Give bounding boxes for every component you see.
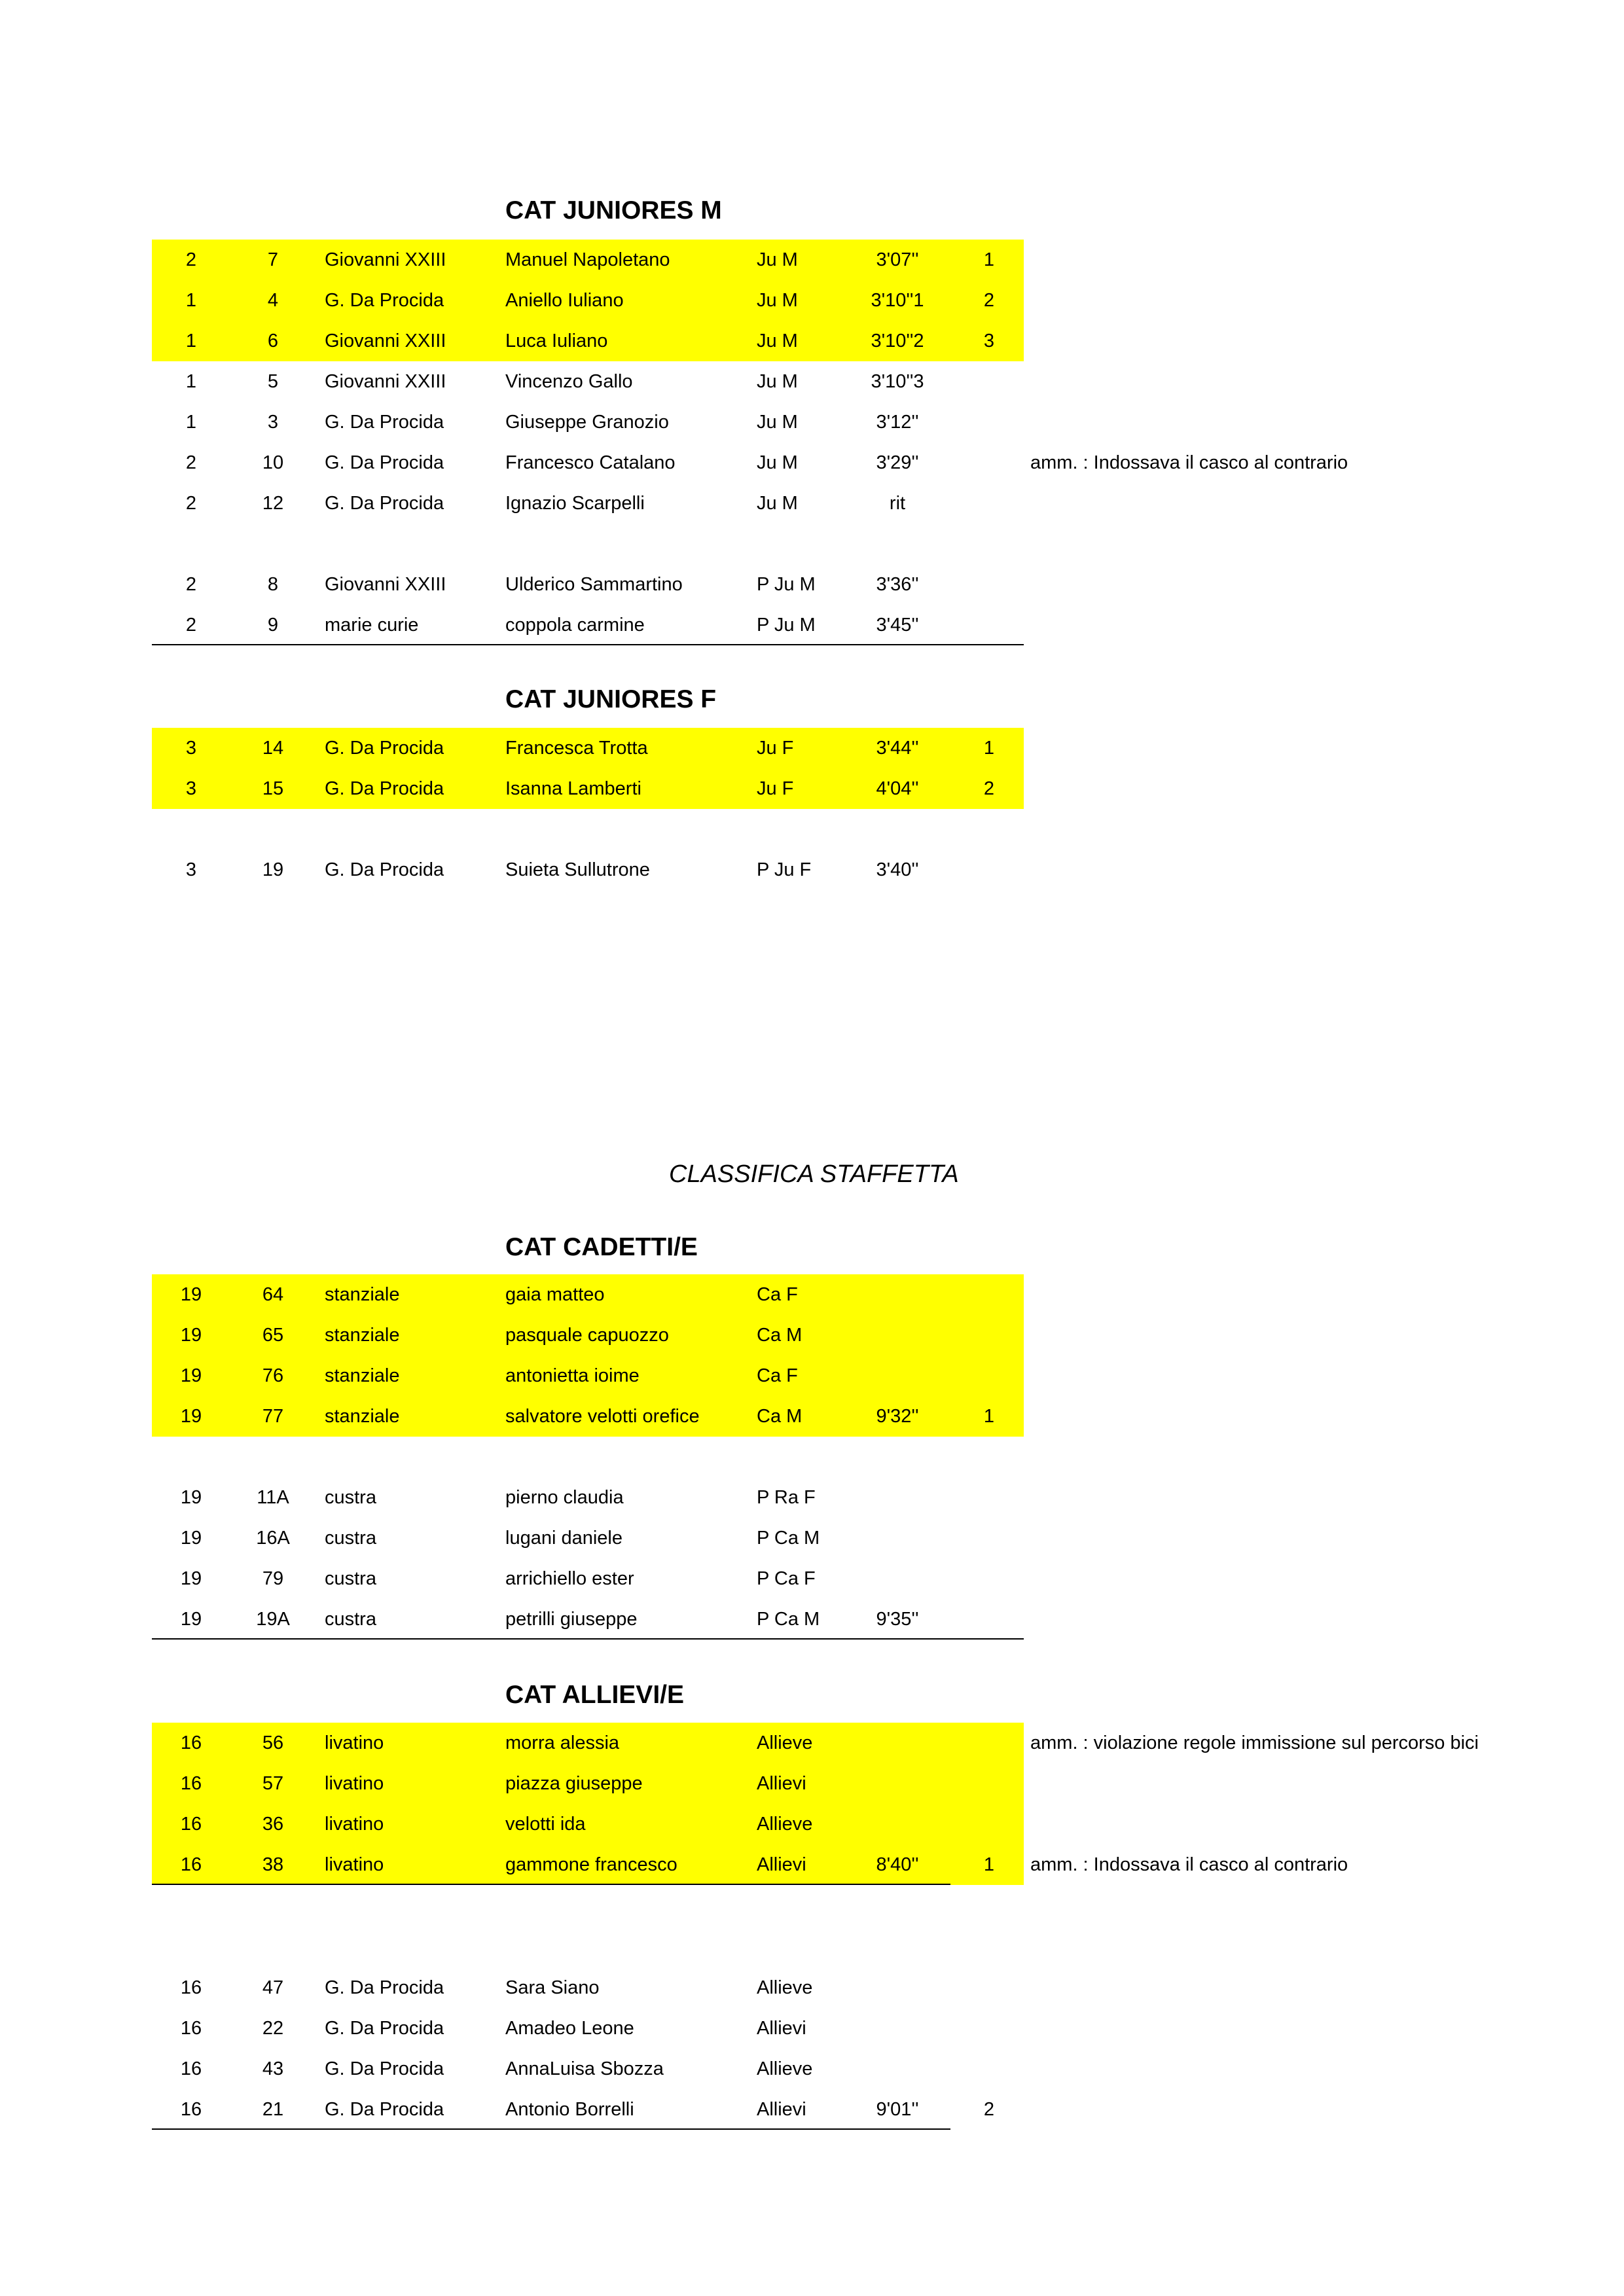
team-number: 1 <box>185 371 197 392</box>
athlete-name: salvatore velotti orefice <box>505 1406 700 1427</box>
category: Allieve <box>757 1977 813 1998</box>
team-number: 19 <box>180 1406 202 1427</box>
bib-number: 11A <box>257 1487 289 1508</box>
athlete-name: antonietta ioime <box>505 1365 640 1386</box>
category: Allievi <box>757 2099 806 2120</box>
bib-number: 16A <box>256 1528 290 1549</box>
category: P Ca M <box>757 1528 820 1549</box>
bib-number: 7 <box>267 249 279 270</box>
section-title: CAT ALLIEVI/E <box>505 1681 684 1709</box>
team-number: 1 <box>185 412 197 433</box>
table-row <box>152 2049 1024 2089</box>
table-row <box>152 1723 1479 1763</box>
team-number: 1 <box>185 331 197 351</box>
section-title: CAT CADETTI/E <box>505 1233 698 1261</box>
category: P Ca F <box>757 1568 816 1589</box>
team-number: 19 <box>180 1365 202 1386</box>
athlete-name: Suieta Sullutrone <box>505 859 650 880</box>
table-row <box>152 728 1024 768</box>
athlete-name: coppola carmine <box>505 615 645 636</box>
race-time: 3'40'' <box>876 859 919 880</box>
team-number: 19 <box>180 1568 202 1589</box>
category: Ju F <box>757 778 794 799</box>
athlete-name: Giuseppe Granozio <box>505 412 669 433</box>
table-row <box>152 2008 1024 2049</box>
race-time: 3'44'' <box>876 738 919 759</box>
team-number: 19 <box>180 1487 202 1508</box>
penalty-note: amm. : Indossava il casco al contrario <box>1030 1854 1348 1875</box>
athlete-name: Vincenzo Gallo <box>505 371 633 392</box>
bib-number: 47 <box>262 1977 284 1998</box>
bib-number: 6 <box>267 331 279 351</box>
bib-number: 19A <box>256 1609 290 1630</box>
table-row <box>152 1967 1024 2008</box>
school-name: stanziale <box>325 1406 400 1427</box>
school-name: Giovanni XXIII <box>325 574 446 595</box>
school-name: G. Da Procida <box>325 290 444 311</box>
bib-number: 38 <box>262 1854 284 1875</box>
bib-number: 57 <box>262 1773 284 1794</box>
athlete-name: Aniello Iuliano <box>505 290 624 311</box>
category: Ju M <box>757 412 798 433</box>
category: Allievi <box>757 2018 806 2039</box>
race-time: 3'29'' <box>876 452 919 473</box>
athlete-name: gammone francesco <box>505 1854 677 1875</box>
school-name: G. Da Procida <box>325 778 444 799</box>
bib-number: 79 <box>262 1568 284 1589</box>
athlete-name: Amadeo Leone <box>505 2018 634 2039</box>
school-name: livatino <box>325 1814 384 1835</box>
team-number: 16 <box>180 1814 202 1835</box>
team-number: 3 <box>185 778 197 799</box>
school-name: G. Da Procida <box>325 493 444 514</box>
table-row <box>152 1477 1024 1518</box>
rank: 3 <box>983 331 995 351</box>
team-number: 2 <box>185 615 197 636</box>
school-name: G. Da Procida <box>325 2058 444 2079</box>
table-row <box>152 483 1024 524</box>
bib-number: 12 <box>262 493 284 514</box>
category: P Ca M <box>757 1609 820 1630</box>
school-name: G. Da Procida <box>325 738 444 759</box>
school-name: custra <box>325 1487 376 1508</box>
bib-number: 5 <box>267 371 279 392</box>
school-name: livatino <box>325 1854 384 1875</box>
team-number: 1 <box>185 290 197 311</box>
athlete-name: Antonio Borrelli <box>505 2099 634 2120</box>
table-row <box>152 1804 1024 1844</box>
table-row <box>152 1558 1024 1599</box>
race-time: rit <box>889 493 906 514</box>
school-name: stanziale <box>325 1284 400 1305</box>
table-row <box>152 1396 1024 1437</box>
table-row <box>152 1844 1348 1885</box>
rank: 1 <box>983 1406 995 1427</box>
table-row <box>152 280 1024 321</box>
school-name: Giovanni XXIII <box>325 371 446 392</box>
category: Allieve <box>757 1814 813 1835</box>
table-row <box>152 850 1024 890</box>
school-name: custra <box>325 1568 376 1589</box>
bib-number: 8 <box>267 574 279 595</box>
bib-number: 15 <box>262 778 284 799</box>
table-row <box>152 1763 1024 1804</box>
category: Ju M <box>757 371 798 392</box>
rank: 1 <box>983 249 995 270</box>
race-time: 8'40'' <box>876 1854 919 1875</box>
school-name: marie curie <box>325 615 419 636</box>
bib-number: 56 <box>262 1732 284 1753</box>
table-row <box>152 442 1348 483</box>
penalty-note: amm. : Indossava il casco al contrario <box>1030 452 1348 473</box>
rank: 1 <box>983 1854 995 1875</box>
bib-number: 21 <box>262 2099 284 2120</box>
category: Ca F <box>757 1365 798 1386</box>
category: Allieve <box>757 1732 813 1753</box>
category: P Ju M <box>757 615 816 636</box>
school-name: G. Da Procida <box>325 1977 444 1998</box>
table-row <box>152 1518 1024 1558</box>
team-number: 19 <box>180 1284 202 1305</box>
school-name: G. Da Procida <box>325 452 444 473</box>
bib-number: 43 <box>262 2058 284 2079</box>
rank: 1 <box>983 738 995 759</box>
school-name: G. Da Procida <box>325 2099 444 2120</box>
race-time: 3'10''3 <box>871 371 924 392</box>
athlete-name: velotti ida <box>505 1814 586 1835</box>
athlete-name: Ulderico Sammartino <box>505 574 683 595</box>
team-number: 19 <box>180 1609 202 1630</box>
table-row <box>152 321 1024 361</box>
race-time: 9'35'' <box>876 1609 919 1630</box>
team-number: 2 <box>185 249 197 270</box>
team-number: 3 <box>185 738 197 759</box>
athlete-name: Ignazio Scarpelli <box>505 493 645 514</box>
category: Ju F <box>757 738 794 759</box>
athlete-name: Sara Siano <box>505 1977 600 1998</box>
athlete-name: arrichiello ester <box>505 1568 634 1589</box>
race-time: 3'07'' <box>876 249 919 270</box>
category: Allievi <box>757 1773 806 1794</box>
school-name: G. Da Procida <box>325 2018 444 2039</box>
category: Ca M <box>757 1325 803 1346</box>
category: Ju M <box>757 493 798 514</box>
school-name: custra <box>325 1528 376 1549</box>
category: P Ju M <box>757 574 816 595</box>
school-name: G. Da Procida <box>325 859 444 880</box>
race-time: 3'10''1 <box>871 290 924 311</box>
section-title: CAT JUNIORES M <box>505 196 722 224</box>
bib-number: 4 <box>267 290 279 311</box>
category: Ca M <box>757 1406 803 1427</box>
team-number: 16 <box>180 1773 202 1794</box>
penalty-note: amm. : violazione regole immissione sul percorso bici <box>1030 1732 1479 1753</box>
bib-number: 14 <box>262 738 284 759</box>
race-time: 3'12'' <box>876 412 919 433</box>
rank: 2 <box>983 290 995 311</box>
athlete-name: pasquale capuozzo <box>505 1325 669 1346</box>
table-row <box>152 768 1024 809</box>
team-number: 2 <box>185 493 197 514</box>
athlete-name: petrilli giuseppe <box>505 1609 638 1630</box>
table-row <box>152 1599 1024 1640</box>
athlete-name: Francesca Trotta <box>505 738 648 759</box>
race-time: 4'04'' <box>876 778 919 799</box>
race-time: 3'45'' <box>876 615 919 636</box>
school-name: stanziale <box>325 1325 400 1346</box>
category: Allievi <box>757 1854 806 1875</box>
school-name: Giovanni XXIII <box>325 249 446 270</box>
team-number: 16 <box>180 1854 202 1875</box>
table-row <box>152 1355 1024 1396</box>
table-row <box>152 605 1024 645</box>
table-row <box>152 1315 1024 1355</box>
category: P Ra F <box>757 1487 816 1508</box>
category: Ca F <box>757 1284 798 1305</box>
rank: 2 <box>983 778 995 799</box>
table-row <box>152 240 1024 280</box>
category: Ju M <box>757 452 798 473</box>
school-name: Giovanni XXIII <box>325 331 446 351</box>
athlete-name: AnnaLuisa Sbozza <box>505 2058 664 2079</box>
team-number: 2 <box>185 452 197 473</box>
relay-ranking-subtitle: CLASSIFICA STAFFETTA <box>669 1160 959 1188</box>
team-number: 16 <box>180 2058 202 2079</box>
bib-number: 22 <box>262 2018 284 2039</box>
bib-number: 64 <box>262 1284 284 1305</box>
team-number: 16 <box>180 2018 202 2039</box>
school-name: livatino <box>325 1732 384 1753</box>
table-row <box>152 2089 1024 2130</box>
table-row <box>152 361 1024 402</box>
category: Ju M <box>757 290 798 311</box>
section-title: CAT JUNIORES F <box>505 685 717 713</box>
bib-number: 10 <box>262 452 284 473</box>
school-name: custra <box>325 1609 376 1630</box>
category: Allieve <box>757 2058 813 2079</box>
race-time: 3'10''2 <box>871 331 924 351</box>
bib-number: 77 <box>262 1406 284 1427</box>
bib-number: 76 <box>262 1365 284 1386</box>
table-row <box>152 402 1024 442</box>
bib-number: 19 <box>262 859 284 880</box>
category: Ju M <box>757 249 798 270</box>
athlete-name: piazza giuseppe <box>505 1773 643 1794</box>
bib-number: 36 <box>262 1814 284 1835</box>
team-number: 16 <box>180 2099 202 2120</box>
athlete-name: Manuel Napoletano <box>505 249 670 270</box>
race-time: 3'36'' <box>876 574 919 595</box>
team-number: 2 <box>185 574 197 595</box>
bib-number: 9 <box>267 615 279 636</box>
rank: 2 <box>983 2099 995 2120</box>
athlete-name: Isanna Lamberti <box>505 778 641 799</box>
category: P Ju F <box>757 859 812 880</box>
bib-number: 3 <box>267 412 279 433</box>
category: Ju M <box>757 331 798 351</box>
team-number: 16 <box>180 1977 202 1998</box>
team-number: 19 <box>180 1325 202 1346</box>
athlete-name: lugani daniele <box>505 1528 623 1549</box>
team-number: 19 <box>180 1528 202 1549</box>
athlete-name: morra alessia <box>505 1732 620 1753</box>
table-row <box>152 564 1024 605</box>
athlete-name: Francesco Catalano <box>505 452 676 473</box>
athlete-name: Luca Iuliano <box>505 331 608 351</box>
race-time: 9'01'' <box>876 2099 919 2120</box>
school-name: livatino <box>325 1773 384 1794</box>
team-number: 16 <box>180 1732 202 1753</box>
table-row <box>152 1274 1024 1315</box>
team-number: 3 <box>185 859 197 880</box>
athlete-name: gaia matteo <box>505 1284 605 1305</box>
bib-number: 65 <box>262 1325 284 1346</box>
school-name: G. Da Procida <box>325 412 444 433</box>
athlete-name: pierno claudia <box>505 1487 624 1508</box>
race-time: 9'32'' <box>876 1406 919 1427</box>
school-name: stanziale <box>325 1365 400 1386</box>
